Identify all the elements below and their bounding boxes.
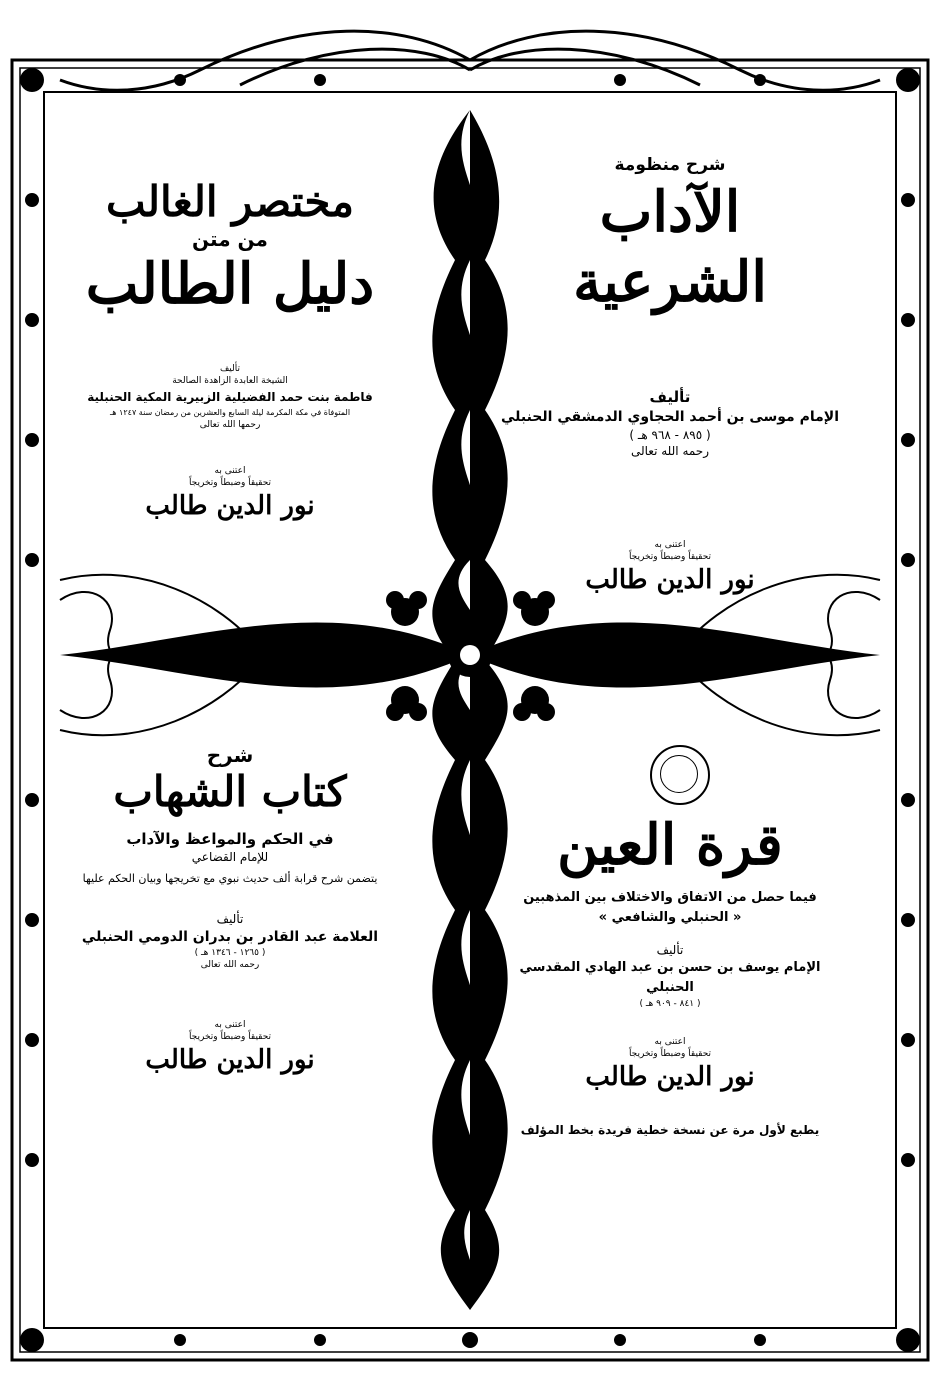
- book-title: كتاب الشهاب: [113, 767, 347, 816]
- author-label: تأليف: [656, 943, 684, 957]
- author-name: العلامة عبد القادر بن بدران الدومي الحنبلي: [81, 929, 379, 945]
- editor-note: تحقيقاً وضبطاً وتخريجاً: [188, 478, 272, 488]
- blessing: رحمه الله تعالى: [200, 960, 260, 970]
- book-title-2: دليل الطالب: [85, 251, 375, 317]
- editor-name: نور الدين طالب: [585, 565, 755, 595]
- book-title: مختصر الغالب: [105, 177, 355, 226]
- author-name: الإمام يوسف بن حسن بن عبد الهادي المقدسي الحنبلي: [519, 960, 821, 995]
- title-connector: من متن: [192, 227, 268, 251]
- subtitle: في الحكم والمواعظ والآداب: [126, 830, 334, 848]
- author-name: الإمام موسى بن أحمد الحجاوي الدمشقي الحنبلي: [500, 409, 840, 425]
- blessing: رحمها الله تعالى: [199, 420, 261, 430]
- author-label: تأليف: [219, 364, 241, 374]
- editor-note: تحقيقاً وضبطاً وتخريجاً: [188, 1032, 272, 1042]
- author-label: تأليف: [649, 388, 691, 406]
- author-name: فاطمة بنت حمد الفضيلية الزبيرية المكية الحنبلية: [87, 390, 373, 404]
- editor-note: تحقيقاً وضبطاً وتخريجاً: [628, 552, 712, 562]
- subtitle-2: « الحنبلي والشافعي »: [598, 910, 742, 925]
- editor-note: تحقيقاً وضبطاً وتخريجاً: [628, 1049, 712, 1059]
- panel-adab-shariyya: [500, 155, 840, 597]
- editor-label: اعتنى به: [654, 1037, 686, 1047]
- book-title: قرة العين: [557, 812, 783, 878]
- description: يتضمن شرح قرابة ألف حديث نبوي مع تخريجها وبيان الحكم عليها: [82, 872, 378, 885]
- editor-name: نور الدين طالب: [585, 1062, 755, 1092]
- editor-name: نور الدين طالب: [145, 1045, 315, 1075]
- author-note: المتوفاة في مكة المكرمة ليلة السابع والعشرين من رمضان سنة ١٢٤٧ هـ: [109, 408, 351, 417]
- author-label: تأليف: [216, 912, 244, 926]
- author-dates: ( ٨٤١ - ٩٠٩ هـ ): [639, 999, 701, 1009]
- author-dates: ( ١٢٦٥ - ١٣٤٦ هـ ): [194, 948, 266, 958]
- pre-title: شرح: [206, 743, 254, 767]
- author-dates: ( ٨٩٥ - ٩٦٨ هـ ): [629, 428, 711, 442]
- book-title: الآداب الشرعية: [573, 179, 767, 315]
- panel-qurrat-al-ayn: [500, 735, 840, 1138]
- central-medallion: [448, 633, 492, 677]
- pre-title: شرح منظومة: [614, 155, 726, 175]
- editor-name: نور الدين طالب: [145, 491, 315, 521]
- editor-label: اعتنى به: [214, 1020, 246, 1030]
- central-column: [432, 110, 507, 1310]
- edition-note: يطبع لأول مرة عن نسخة خطية فريدة بخط المؤلف: [520, 1123, 820, 1137]
- blessing: رحمه الله تعالى: [630, 444, 710, 458]
- panel-kitab-al-shihab: [60, 735, 400, 1077]
- author-epithet: الشيخة العابدة الزاهدة الصالحة: [172, 376, 288, 386]
- editor-label: اعتنى به: [654, 540, 686, 550]
- editor-label: اعتنى به: [214, 466, 246, 476]
- panel-mukhtasar-ghalib: [60, 155, 400, 523]
- attribution: للإمام القضاعي: [191, 850, 269, 864]
- subtitle: فيما حصل من الاتفاق والاختلاف بين المذهبين: [523, 890, 817, 905]
